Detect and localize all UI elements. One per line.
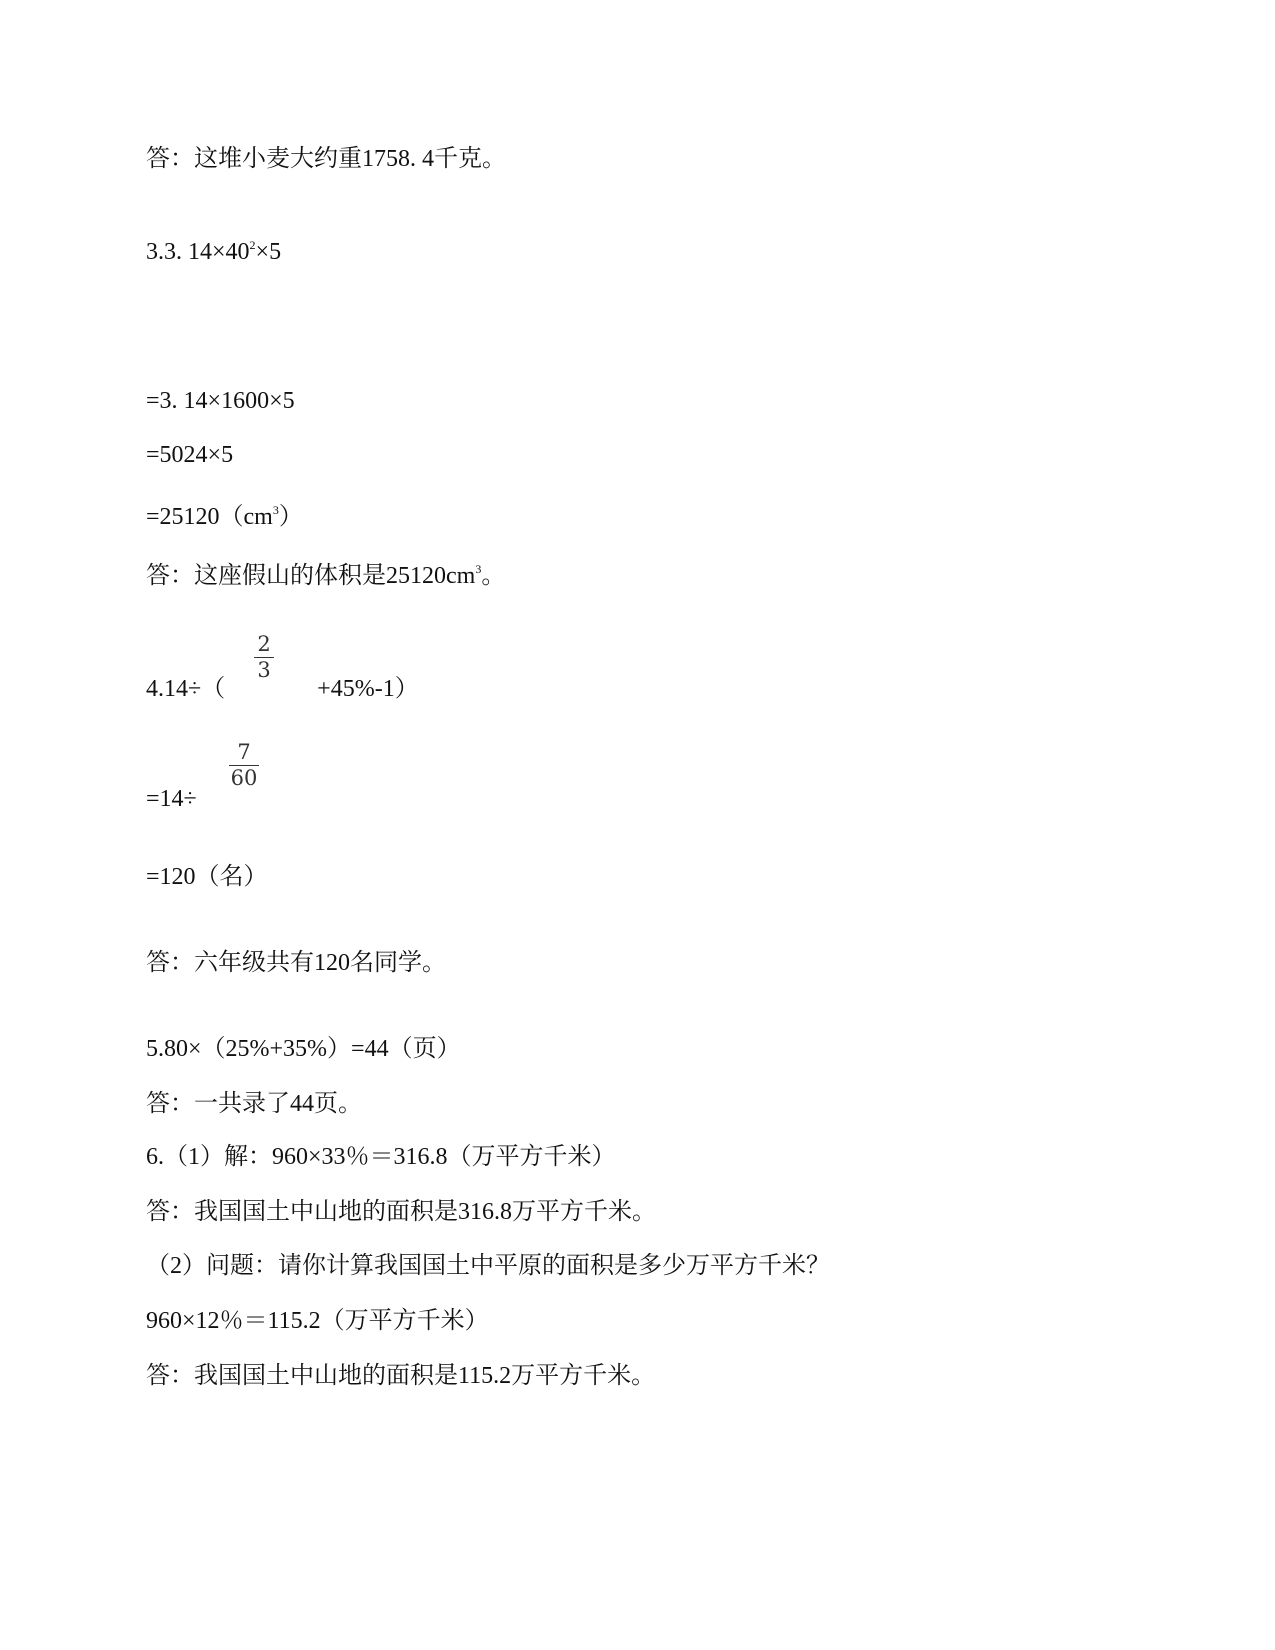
exponent-3: 3 [272,503,279,517]
step-3-3-text: =25120（cm [146,504,273,530]
fraction-two-thirds [254,633,274,681]
answer-rockery-text: 答：这座假山的体积是25120cm [146,563,476,589]
formula-students-head: 4.14÷（ [146,676,226,702]
answer-grade-six: 答：六年级共有120名同学。 [146,950,446,976]
solution-6-1: 6.（1）解：960×33％＝316.8（万平方千米） [146,1144,616,1170]
step-3-3-tail: ） [278,504,303,530]
formula-students-tail: +45%-1） [317,676,419,702]
answer-pages: 答：一共录了44页。 [146,1091,362,1117]
step-4-1: =14÷ [146,786,197,812]
step-3-1: =3. 14×1600×5 [146,388,295,414]
formula-cone-text: 3.3. 14×40 [146,239,250,265]
answer-rockery [146,561,505,594]
numerator: 2 [257,632,271,656]
denominator: 3 [257,658,271,682]
step-4-2: =120（名） [146,864,268,890]
formula-students [146,674,419,704]
formula-cone-volume [146,237,281,270]
answer-6-2: 答：我国国土中山地的面积是115.2万平方千米。 [146,1363,656,1389]
formula-pages: 5.80×（25%+35%）=44（页） [146,1036,461,1062]
step-3-2: =5024×5 [146,442,234,468]
answer-6-1: 答：我国国土中山地的面积是316.8万平方千米。 [146,1199,656,1225]
exponent-2: 2 [249,238,256,252]
answer-wheat: 答：这堆小麦大约重1758. 4千克。 [146,146,506,172]
exponent-3-answer: 3 [475,562,482,576]
denominator: 60 [230,766,258,790]
solution-6-2: 960×12％＝115.2（万平方千米） [146,1308,489,1334]
answer-rockery-tail: 。 [481,563,506,589]
step-3-3 [146,502,303,535]
formula-cone-tail: ×5 [255,239,282,265]
question-6-2: （2）问题：请你计算我国国土中平原的面积是多少万平方千米？ [146,1253,830,1279]
numerator: 7 [237,740,251,764]
fraction-seven-sixtieths [229,741,259,789]
